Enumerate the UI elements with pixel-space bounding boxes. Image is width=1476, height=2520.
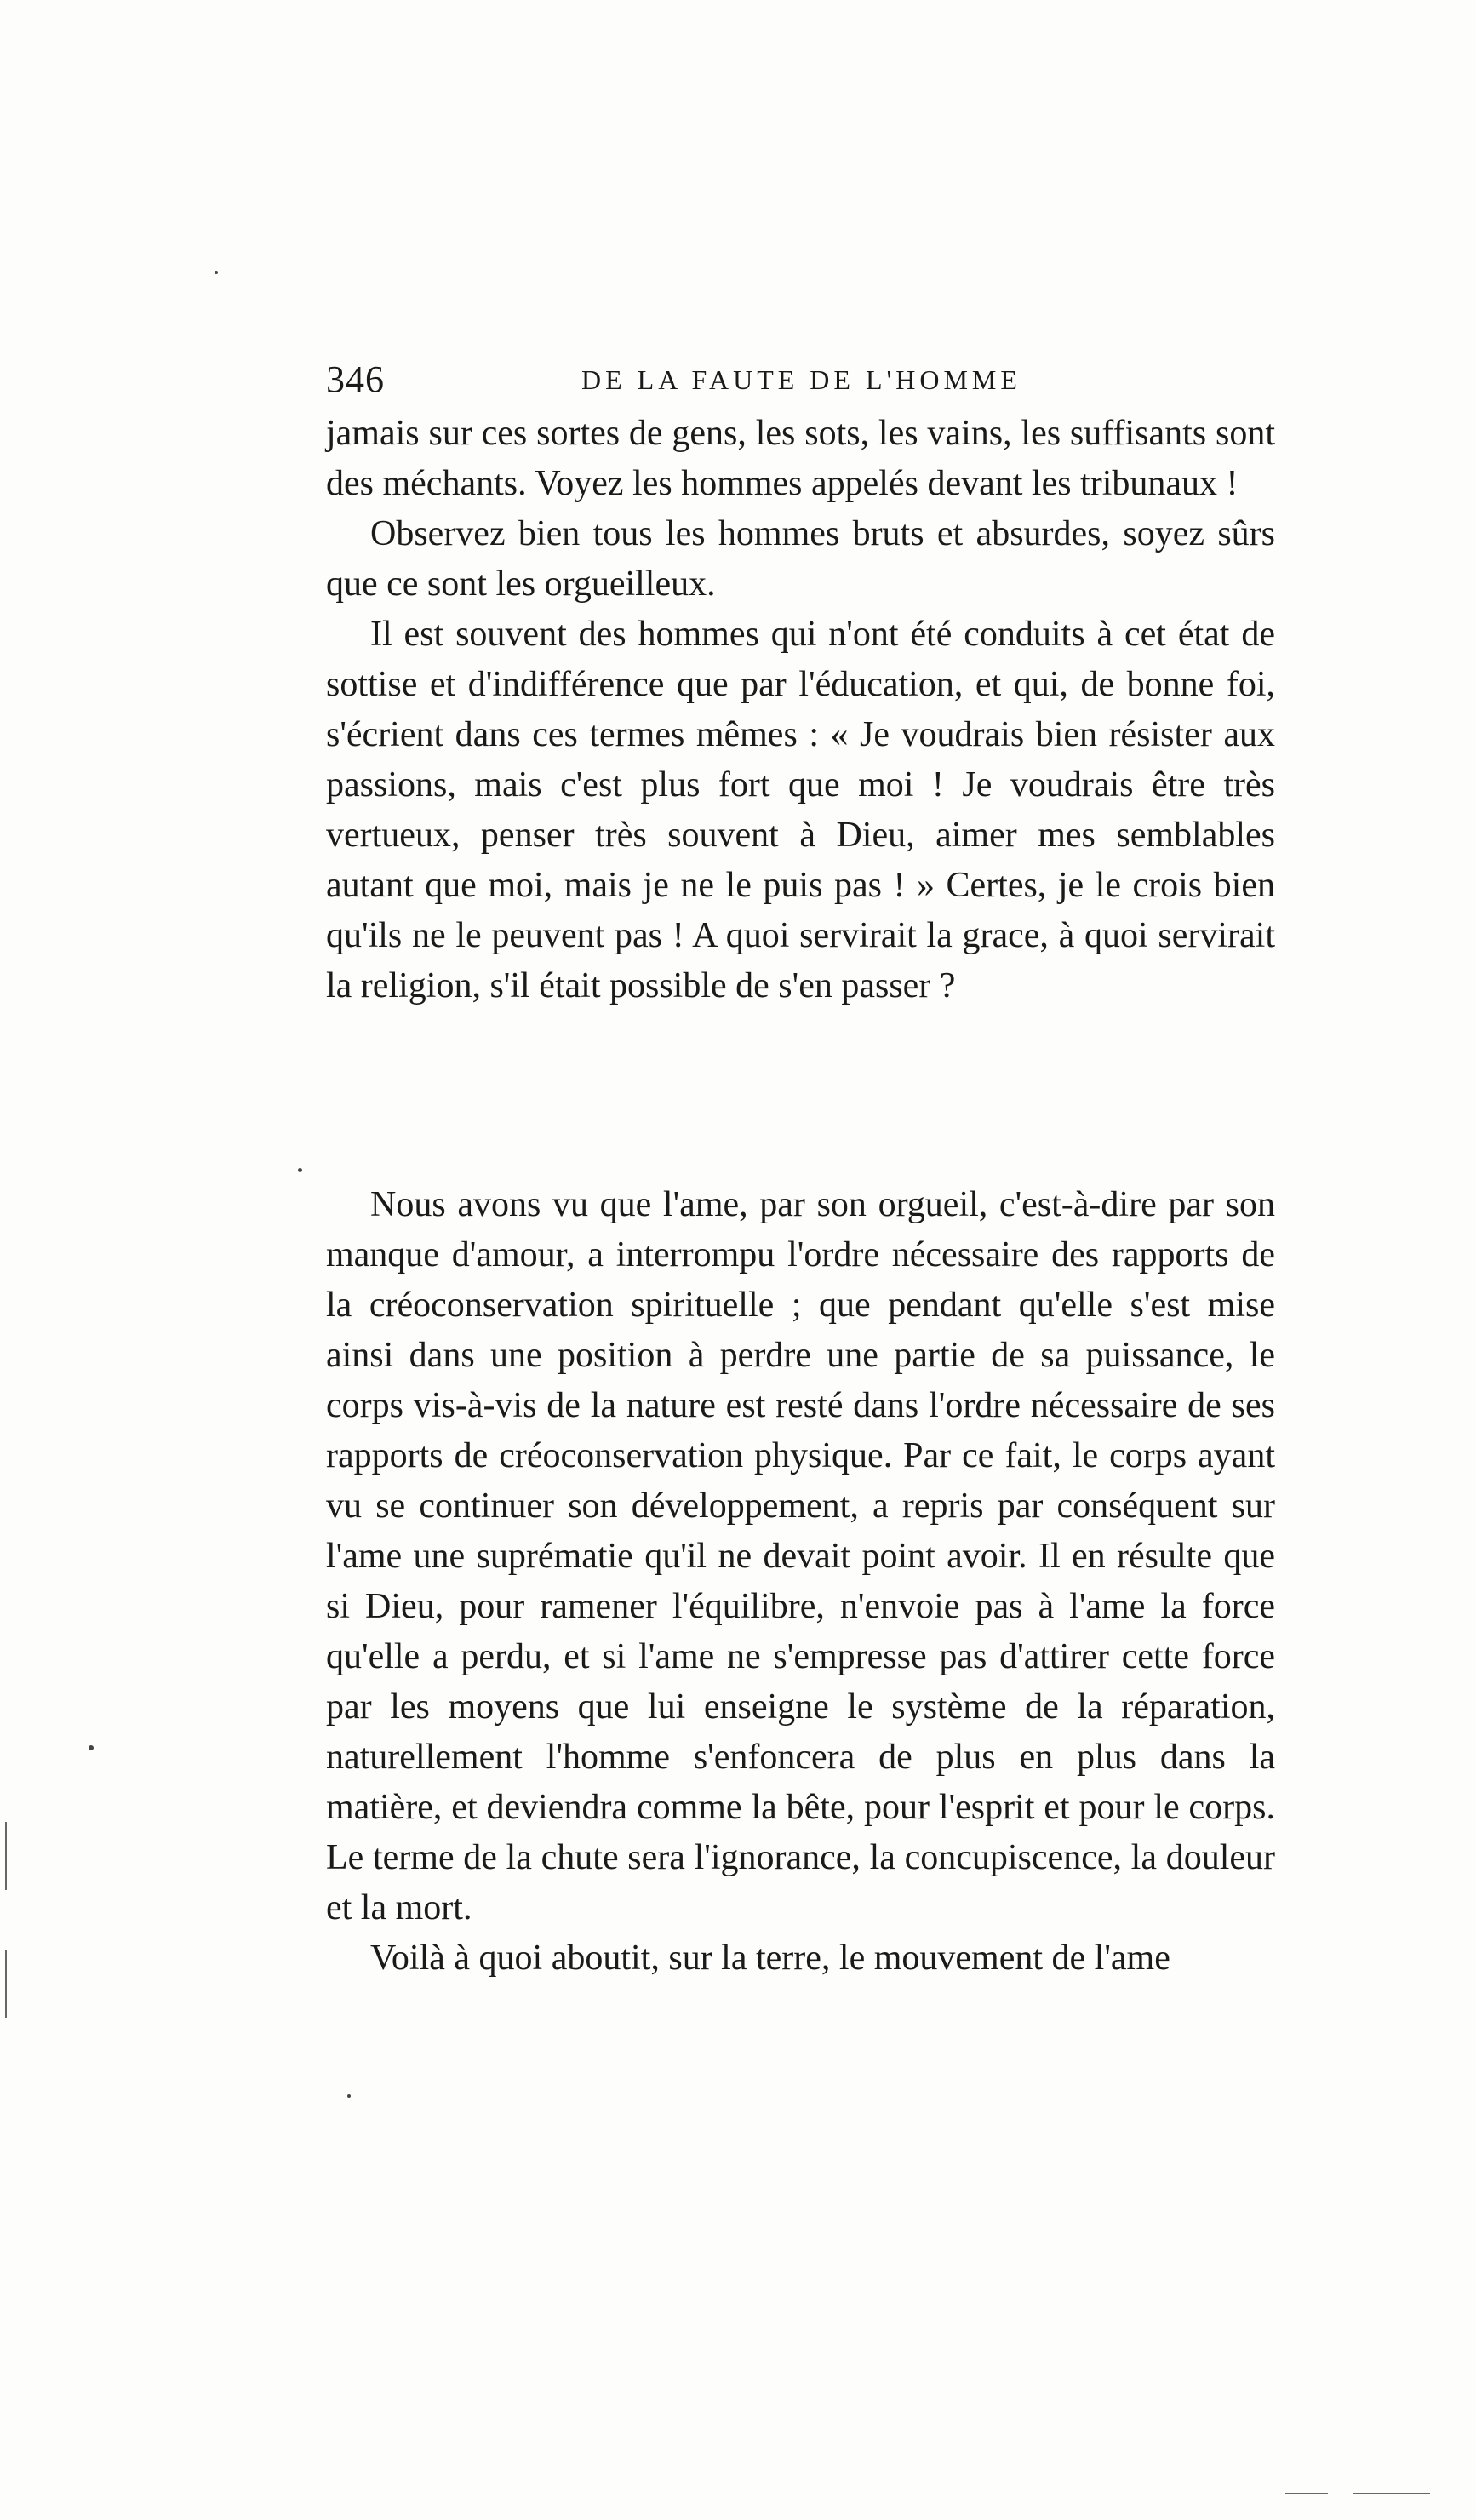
paragraph-incomplete: Voilà à quoi aboutit, sur la terre, le mouvement de l'ame	[370, 1939, 1170, 1978]
text-block-2	[326, 1180, 1275, 1984]
scan-edge-line	[5, 1950, 7, 2018]
paragraph: Observez bien tous les hommes bruts et absurdes, soyez sûrs que ce sont les orgueilleux.	[326, 514, 1275, 604]
scan-speck	[215, 271, 218, 274]
scan-edge-line	[1285, 2493, 1328, 2494]
scan-speck	[347, 2094, 351, 2098]
scan-speck	[298, 1168, 302, 1172]
running-title: DE LA FAUTE DE L'HOMME	[581, 364, 1021, 395]
page-number: 346	[326, 358, 385, 400]
scan-speck	[89, 1745, 94, 1750]
scan-edge-line	[5, 1822, 7, 1890]
paragraph: Nous avons vu que l'ame, par son orgueil, c'est-à-dire par son manque d'amour, a interrompu l'ordre nécessaire des rapports de la créoconservation spirituelle ; que pendant qu'elle s'est mise ainsi dans une position à perdre une partie de sa puissance, le corps vis-à-vis de la nature est resté dans l'ordre nécessaire de ses rapports de créoconservation physique. Par ce fait, le corps ayant vu se continuer son développement, a repris par conséquent sur l'ame une suprématie qu'il ne devait point avoir. Il en résulte que si Dieu, pour ramener l'équilibre, n'envoie pas à l'ame la force qu'elle a perdu, et si l'ame ne s'empresse pas d'attirer cette force par les moyens que lui enseigne le système de la réparation, naturellement l'homme s'enfoncera de plus en plus dans la matière, et deviendra comme la bête, pour l'esprit et pour le corps. Le terme de la chute sera l'ignorance, la concupiscence, la douleur et la mort.	[326, 1185, 1275, 1927]
paragraph: Il est souvent des hommes qui n'ont été conduits à cet état de sottise et d'indifférence que par l'éducation, et qui, de bonne foi, s'écrient dans ces termes mêmes : « Je voudrais bien résister aux passions, mais c'est plus fort que moi ! Je voudrais être très vertueux, penser très souvent à Dieu, aimer mes semblables autant que moi, mais je ne le puis pas ! » Certes, je le crois bien qu'ils ne le peuvent pas ! A quoi servirait la grace, à quoi servirait la religion, s'il était possible de s'en passer ?	[326, 615, 1275, 1005]
text-block-1	[326, 409, 1275, 1011]
page-header	[326, 358, 1275, 409]
paragraph-continuation: jamais sur ces sortes de gens, les sots, les vains, les suffisants sont des méchants. Voyez les hommes appelés devant les tribunaux !	[326, 414, 1275, 503]
scan-edge-line	[1353, 2493, 1430, 2494]
